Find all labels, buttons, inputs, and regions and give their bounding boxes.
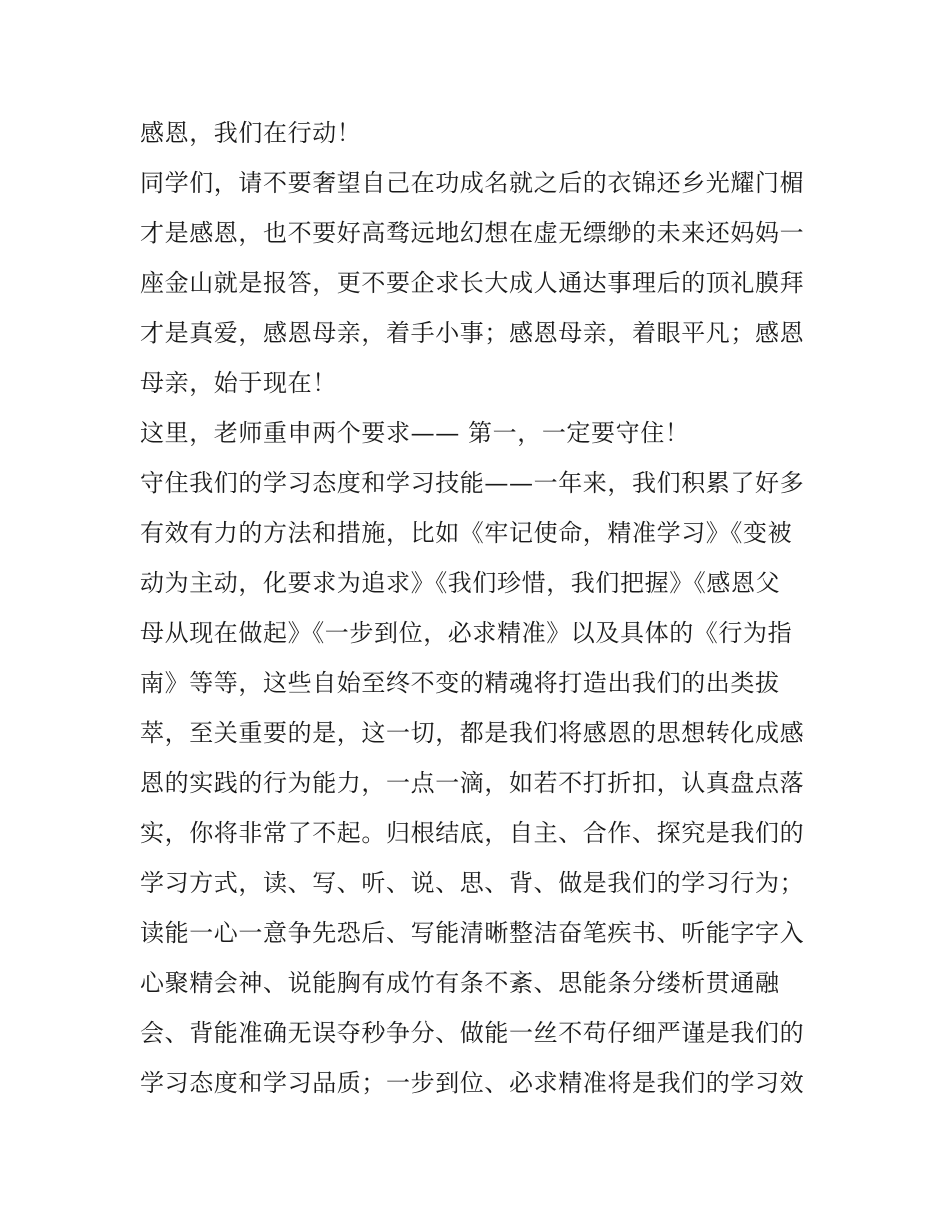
text-line: 感恩，我们在行动！ <box>140 119 362 147</box>
text-line: 同学们，请不要奢望自己在功成名就之后的衣锦还乡光耀门楣 <box>140 169 805 197</box>
text-line: 恩的实践的行为能力，一点一滴，如若不打折扣，认真盘点落 <box>140 769 805 797</box>
text-line: 母亲，始于现在！ <box>140 369 337 397</box>
text-line: 南》等等，这些自始至终不变的精魂将打造出我们的出类拔 <box>140 669 780 697</box>
text-line: 学习方式，读、写、听、说、思、背、做是我们的学习行为； <box>140 869 805 897</box>
text-line: 才是真爱，感恩母亲，着手小事；感恩母亲，着眼平凡；感恩 <box>140 319 805 347</box>
text-line: 守住我们的学习态度和学习技能——一年来，我们积累了好多 <box>140 469 805 497</box>
text-line: 有效有力的方法和措施，比如《牢记使命，精准学习》《变被 <box>140 519 793 547</box>
text-line: 心聚精会神、说能胸有成竹有条不紊、思能条分缕析贯通融 <box>140 969 780 997</box>
text-line: 这里，老师重申两个要求—— 第一，一定要守住！ <box>140 419 690 447</box>
text-line: 座金山就是报答，更不要企求长大成人通达事理后的顶礼膜拜 <box>140 269 805 297</box>
text-line: 萃，至关重要的是，这一切，都是我们将感恩的思想转化成感 <box>140 719 805 747</box>
document-body <box>140 108 820 1108</box>
text-line: 学习态度和学习品质；一步到位、必求精准将是我们的学习效 <box>140 1069 805 1097</box>
text-line: 读能一心一意争先恐后、写能清晰整洁奋笔疾书、听能字字入 <box>140 919 805 947</box>
text-line: 母从现在做起》《一步到位，必求精准》以及具体的《行为指 <box>140 619 793 647</box>
text-line: 会、背能准确无误夺秒争分、做能一丝不苟仔细严谨是我们的 <box>140 1019 805 1047</box>
text-line: 实，你将非常了不起。归根结底，自主、合作、探究是我们的 <box>140 819 805 847</box>
text-line: 才是感恩，也不要好高骛远地幻想在虚无缥缈的未来还妈妈一 <box>140 219 805 247</box>
text-line: 动为主动，化要求为追求》《我们珍惜，我们把握》《感恩父 <box>140 569 781 597</box>
